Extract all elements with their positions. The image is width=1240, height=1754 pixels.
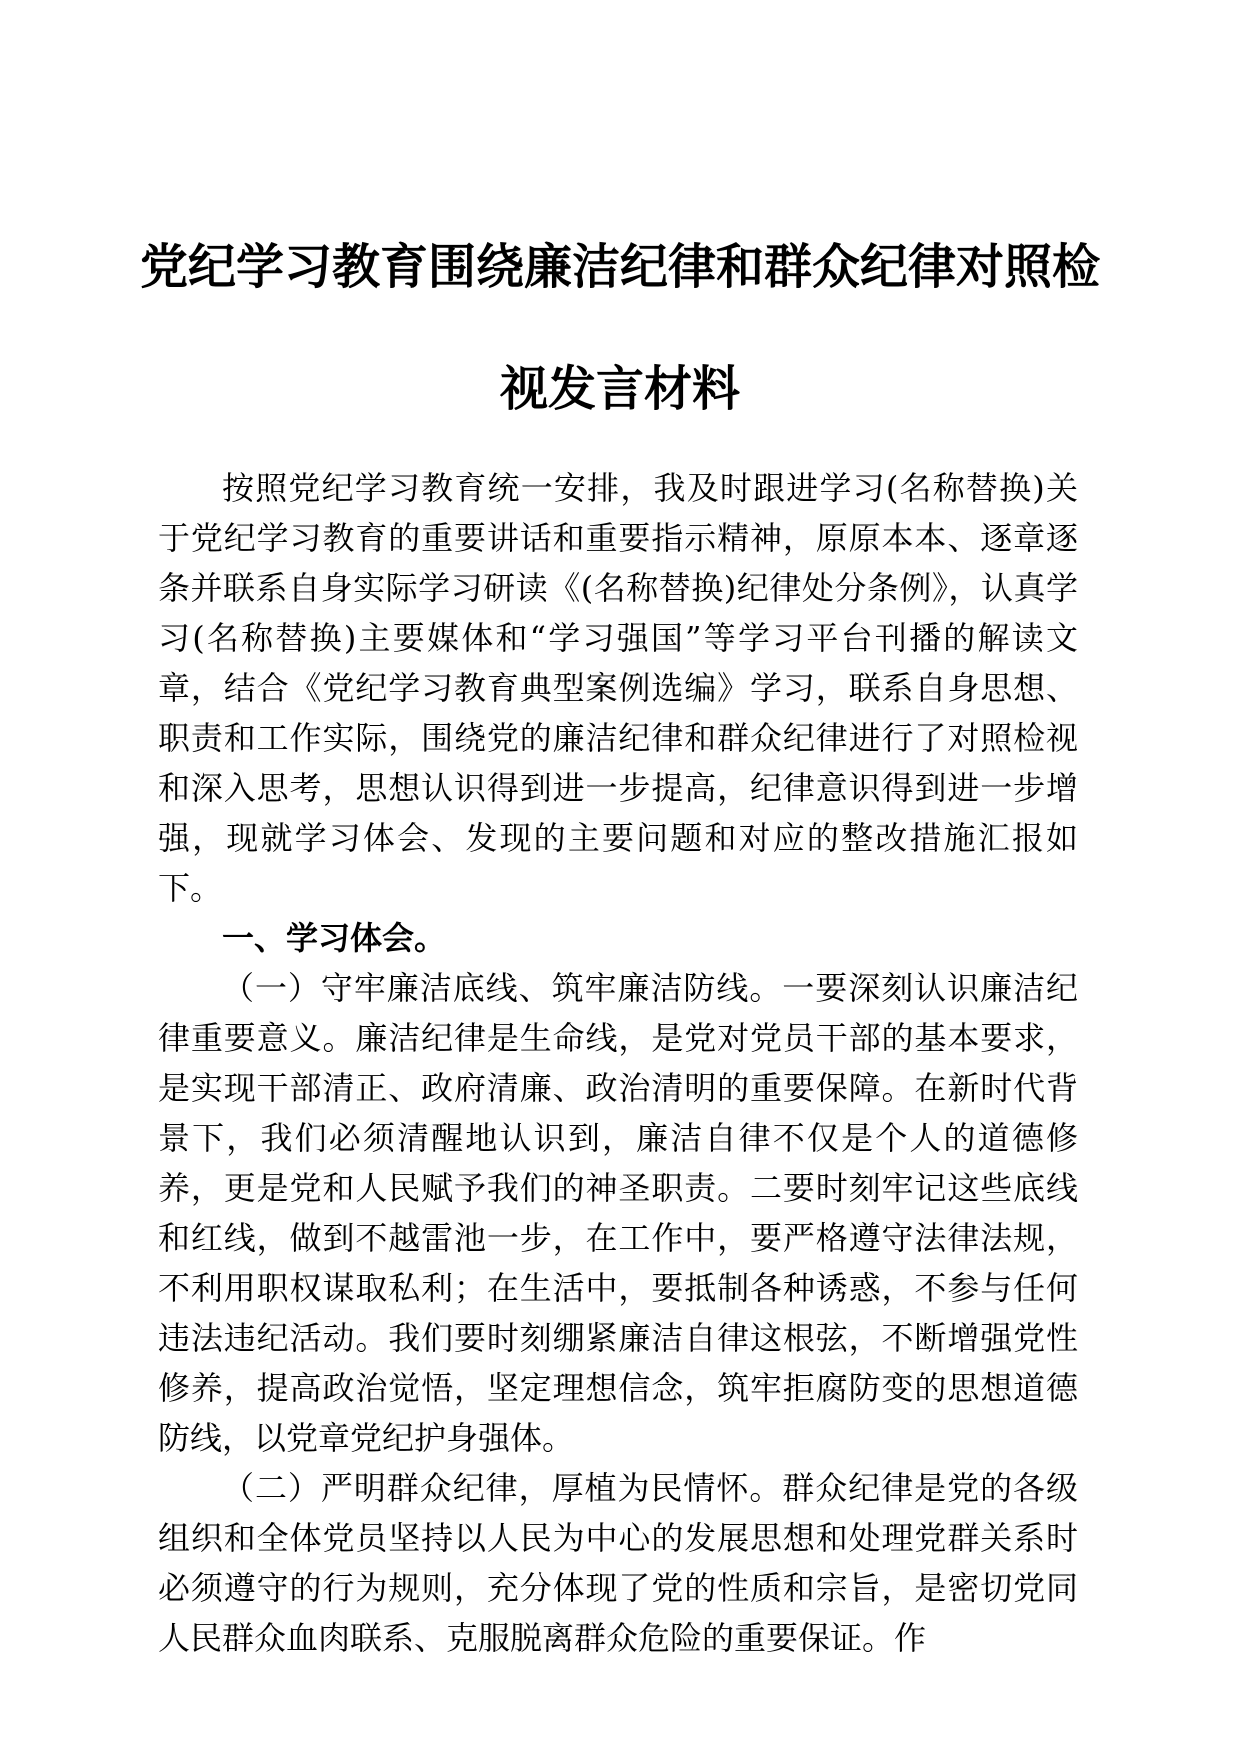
document-title-line-1: 党纪学习教育围绕廉洁纪律和群众纪律对照检 — [140, 239, 1101, 295]
section-1-paragraph-2: （二）严明群众纪律，厚植为民情怀。群众纪律是党的各级组织和全体党员坚持以人民为中心的发展思想和处理党群关系时必须遵守的行为规则，充分体现了党的性质和宗旨，是密切党同人民群众血肉联系、克服脱离群众危险的重要保证。作 — [158, 1469, 1078, 1657]
section-1-paragraph-1: （一）守牢廉洁底线、筑牢廉洁防线。一要深刻认识廉洁纪律重要意义。廉洁纪律是生命线，是党对党员干部的基本要求，是实现干部清正、政府清廉、政治清明的重要保障。在新时代背景下，我们必须清醒地认识到，廉洁自律不仅是个人的道德修养，更是党和人民赋予我们的神圣职责。二要时刻牢记这些底线和红线，做到不越雷池一步，在工作中，要严格遵守法律法规，不利用职权谋取私利；在生活中，要抵制各种诱惑，不参与任何违法违纪活动。我们要时刻绷紧廉洁自律这根弦，不断增强党性修养，提高政治觉悟，坚定理想信念，筑牢拒腐防变的思想道德防线，以党章党纪护身强体。 — [158, 969, 1078, 1457]
section-heading-1: 一、学习体会。 — [222, 919, 447, 957]
intro-paragraph: 按照党纪学习教育统一安排，我及时跟进学习(名称替换)关于党纪学习教育的重要讲话和重要指示精神，原原本本、逐章逐条并联系自身实际学习研读《(名称替换)纪律处分条例》，认真学习(名称替换)主要媒体和“学习强国”等学习平台刊播的解读文章，结合《党纪学习教育典型案例选编》学习，联系自身思想、职责和工作实际，围绕党的廉洁纪律和群众纪律进行了对照检视和深入思考，思想认识得到进一步提高，纪律意识得到进一步增强，现就学习体会、发现的主要问题和对应的整改措施汇报如下。 — [158, 469, 1078, 907]
document-body — [158, 463, 1078, 1663]
document-title-line-2: 视发言材料 — [499, 361, 740, 417]
